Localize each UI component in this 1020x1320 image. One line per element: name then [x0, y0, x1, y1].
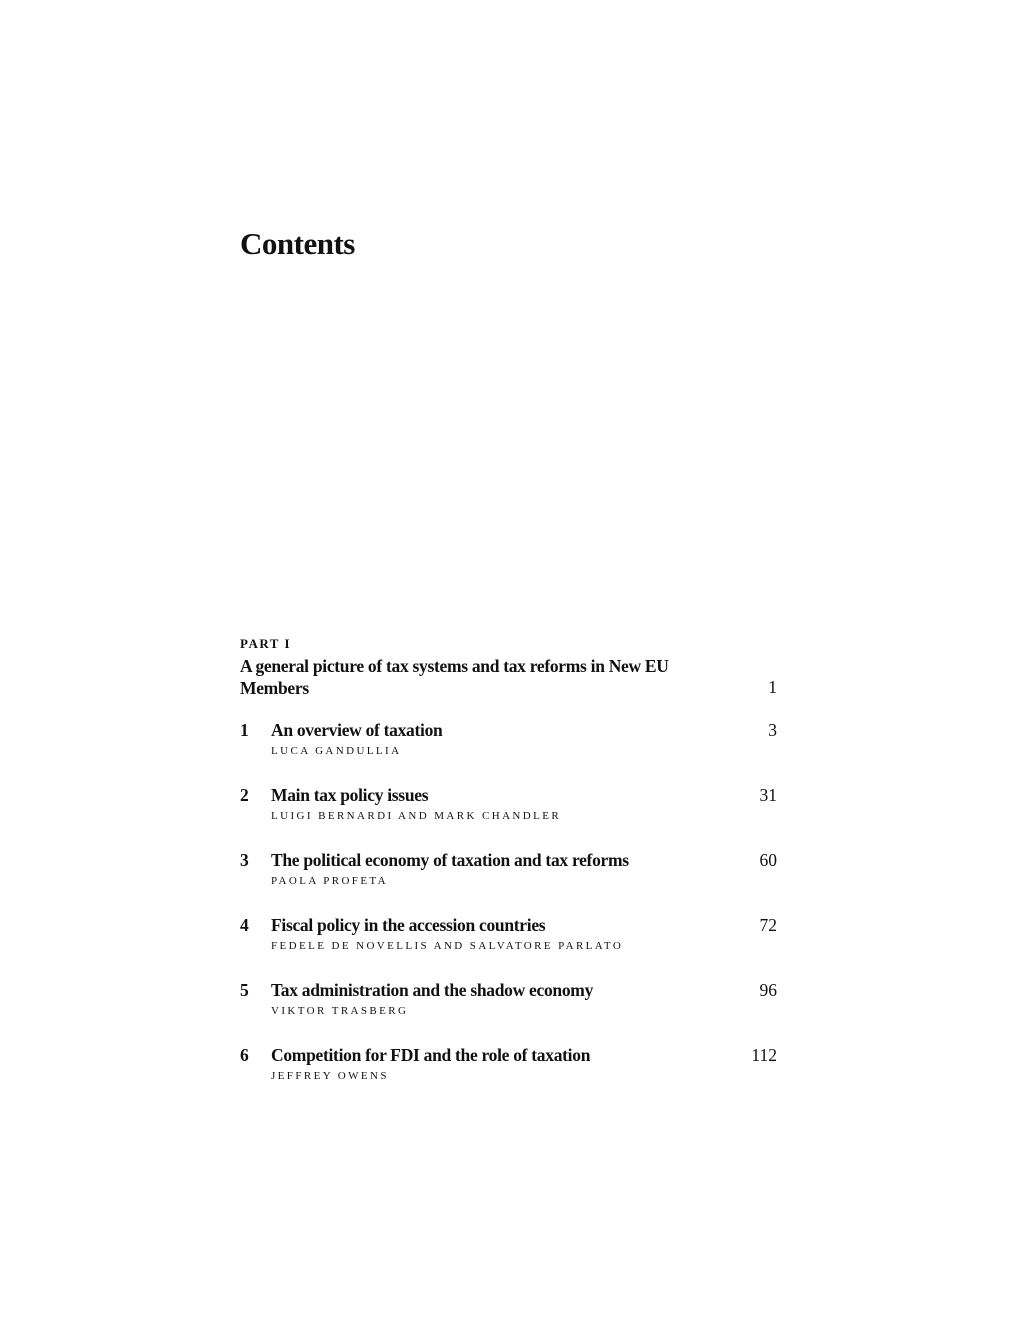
chapter-title: Fiscal policy in the accession countries [271, 915, 546, 935]
chapter-number: 5 [240, 980, 249, 1000]
chapter-page: 72 [759, 915, 777, 935]
part-title: A general picture of tax systems and tax reforms in New EU Members [240, 656, 669, 698]
chapter-number: 2 [240, 785, 249, 805]
chapter-author: LUCA GANDULLIA [271, 745, 402, 757]
chapter-title: Main tax policy issues [271, 785, 429, 805]
chapter-page: 96 [759, 980, 777, 1000]
toc-entry [240, 850, 777, 890]
chapter-page: 3 [768, 720, 777, 740]
chapter-number: 6 [240, 1045, 249, 1065]
chapter-title: The political economy of taxation and tax reforms [271, 850, 629, 870]
chapter-number: 4 [240, 915, 249, 935]
chapter-number: 1 [240, 720, 249, 740]
chapter-author: FEDELE DE NOVELLIS AND SALVATORE PARLATO [271, 940, 624, 952]
chapter-title: Tax administration and the shadow economy [271, 980, 594, 1000]
chapter-author: JEFFREY OWENS [271, 1070, 389, 1082]
toc-entry [240, 915, 777, 955]
chapter-number: 3 [240, 850, 249, 870]
page-title: Contents [240, 226, 355, 261]
part-page-number: 1 [768, 677, 777, 697]
chapter-author: VIKTOR TRASBERG [271, 1005, 409, 1017]
chapter-author: LUIGI BERNARDI AND MARK CHANDLER [271, 810, 562, 822]
chapter-title: An overview of taxation [271, 720, 443, 740]
chapter-title: Competition for FDI and the role of taxation [271, 1045, 591, 1065]
toc-entry [240, 1045, 777, 1085]
toc-entry [240, 785, 777, 825]
chapter-author: PAOLA PROFETA [271, 875, 389, 887]
part-label: PART I [240, 636, 292, 651]
chapter-page: 31 [759, 785, 777, 805]
toc-entry [240, 980, 777, 1020]
chapter-page: 112 [751, 1045, 777, 1065]
toc-entry [240, 720, 777, 760]
chapter-page: 60 [759, 850, 777, 870]
